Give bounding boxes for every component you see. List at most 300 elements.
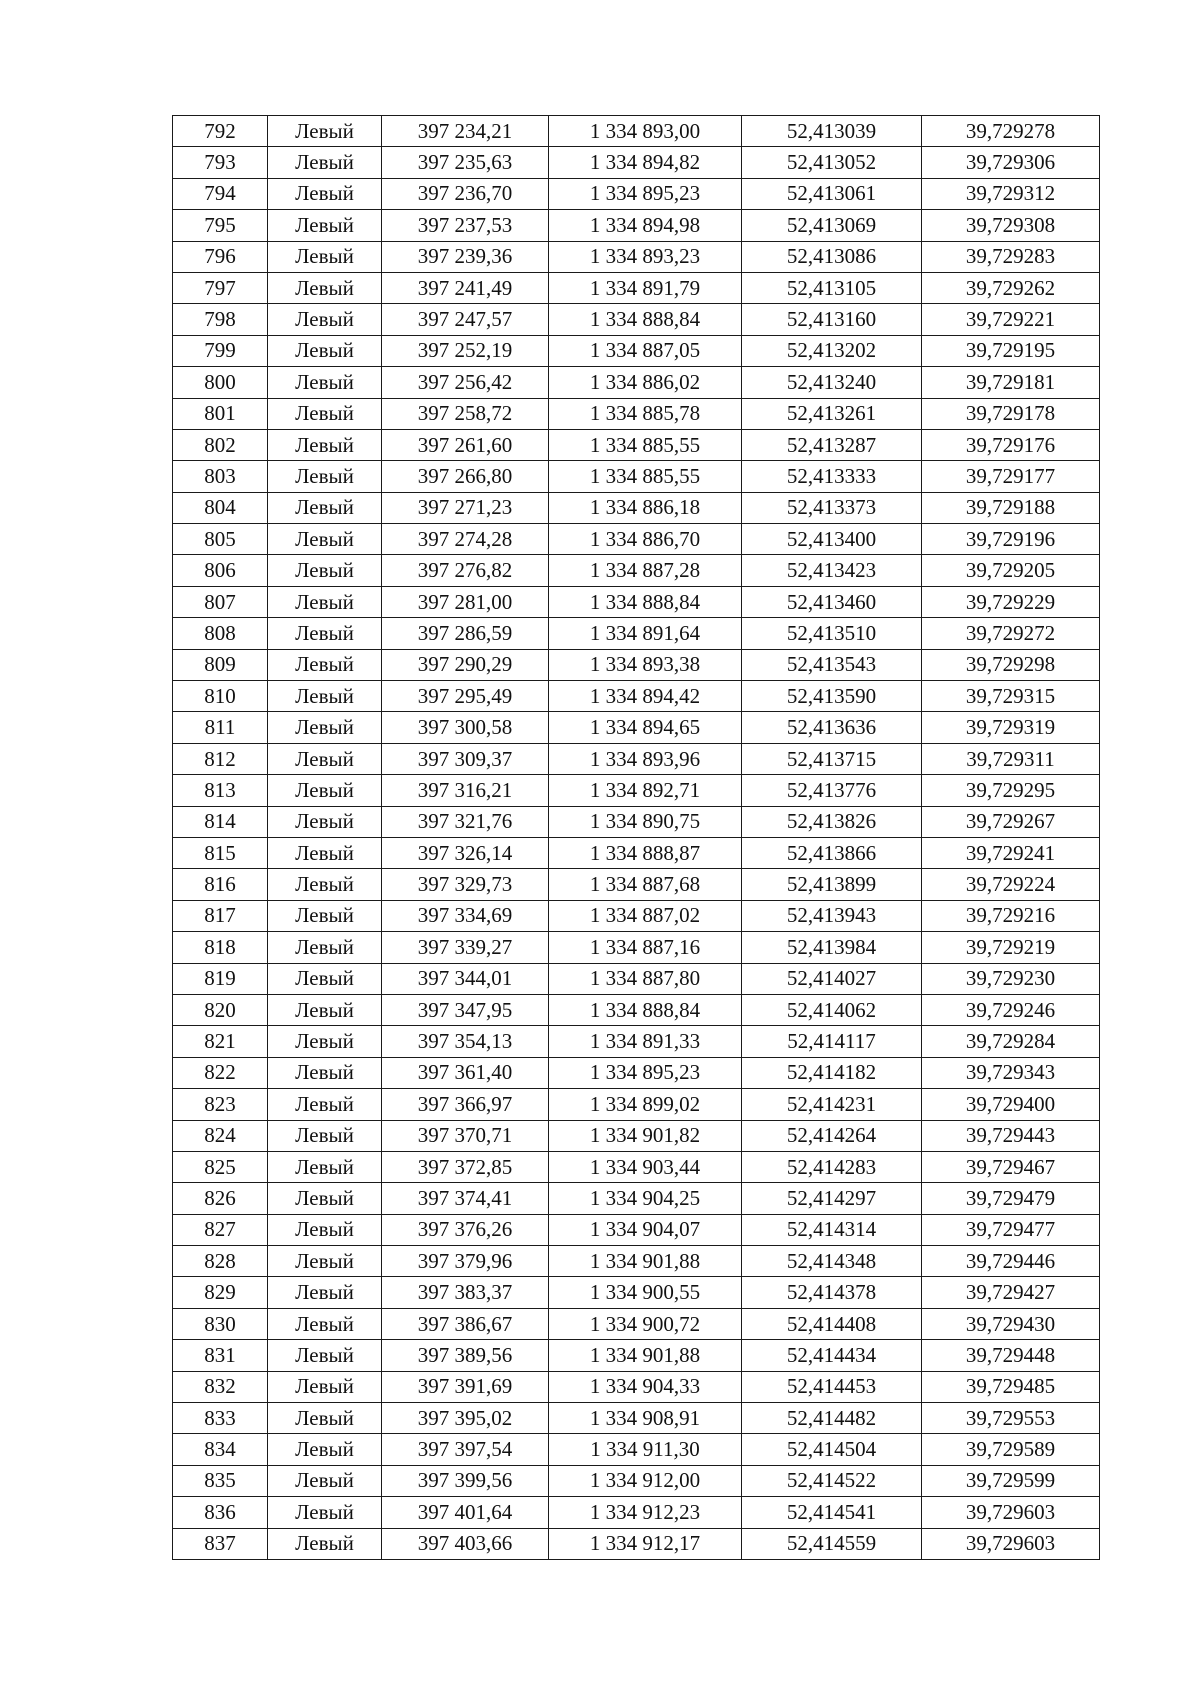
longitude-cell: 39,729246 [922, 994, 1100, 1025]
y-coordinate-cell: 1 334 887,68 [549, 869, 742, 900]
table-row [173, 1434, 1100, 1465]
point-number-cell: 816 [173, 869, 268, 900]
side-cell: Левый [268, 743, 382, 774]
y-coordinate-cell: 1 334 893,38 [549, 649, 742, 680]
side-cell: Левый [268, 1371, 382, 1402]
latitude-cell: 52,413400 [742, 524, 922, 555]
side-cell: Левый [268, 116, 382, 147]
table-row [173, 1465, 1100, 1496]
table-row [173, 712, 1100, 743]
table-row [173, 649, 1100, 680]
y-coordinate-cell: 1 334 886,02 [549, 367, 742, 398]
latitude-cell: 52,414453 [742, 1371, 922, 1402]
y-coordinate-cell: 1 334 903,44 [549, 1151, 742, 1182]
side-cell: Левый [268, 837, 382, 868]
table-row [173, 210, 1100, 241]
point-number-cell: 831 [173, 1340, 268, 1371]
side-cell: Левый [268, 1057, 382, 1088]
x-coordinate-cell: 397 334,69 [382, 900, 549, 931]
point-number-cell: 825 [173, 1151, 268, 1182]
longitude-cell: 39,729284 [922, 1026, 1100, 1057]
point-number-cell: 800 [173, 367, 268, 398]
point-number-cell: 834 [173, 1434, 268, 1465]
x-coordinate-cell: 397 395,02 [382, 1403, 549, 1434]
table-row [173, 869, 1100, 900]
x-coordinate-cell: 397 281,00 [382, 586, 549, 617]
side-cell: Левый [268, 210, 382, 241]
y-coordinate-cell: 1 334 912,00 [549, 1465, 742, 1496]
table-row [173, 586, 1100, 617]
latitude-cell: 52,414408 [742, 1308, 922, 1339]
x-coordinate-cell: 397 339,27 [382, 932, 549, 963]
side-cell: Левый [268, 335, 382, 366]
latitude-cell: 52,414182 [742, 1057, 922, 1088]
y-coordinate-cell: 1 334 900,72 [549, 1308, 742, 1339]
table-row [173, 335, 1100, 366]
table-row [173, 900, 1100, 931]
y-coordinate-cell: 1 334 893,23 [549, 241, 742, 272]
side-cell: Левый [268, 869, 382, 900]
longitude-cell: 39,729229 [922, 586, 1100, 617]
side-cell: Левый [268, 461, 382, 492]
longitude-cell: 39,729553 [922, 1403, 1100, 1434]
point-number-cell: 808 [173, 618, 268, 649]
y-coordinate-cell: 1 334 894,98 [549, 210, 742, 241]
y-coordinate-cell: 1 334 892,71 [549, 775, 742, 806]
side-cell: Левый [268, 1120, 382, 1151]
side-cell: Левый [268, 775, 382, 806]
side-cell: Левый [268, 492, 382, 523]
x-coordinate-cell: 397 276,82 [382, 555, 549, 586]
latitude-cell: 52,414027 [742, 963, 922, 994]
longitude-cell: 39,729315 [922, 681, 1100, 712]
x-coordinate-cell: 397 247,57 [382, 304, 549, 335]
point-number-cell: 828 [173, 1246, 268, 1277]
latitude-cell: 52,414062 [742, 994, 922, 1025]
point-number-cell: 810 [173, 681, 268, 712]
table-row [173, 806, 1100, 837]
latitude-cell: 52,413866 [742, 837, 922, 868]
table-row [173, 147, 1100, 178]
point-number-cell: 795 [173, 210, 268, 241]
side-cell: Левый [268, 932, 382, 963]
table-row [173, 1183, 1100, 1214]
longitude-cell: 39,729298 [922, 649, 1100, 680]
point-number-cell: 832 [173, 1371, 268, 1402]
table-row [173, 1340, 1100, 1371]
table-row [173, 1214, 1100, 1245]
latitude-cell: 52,414504 [742, 1434, 922, 1465]
latitude-cell: 52,413333 [742, 461, 922, 492]
x-coordinate-cell: 397 347,95 [382, 994, 549, 1025]
x-coordinate-cell: 397 286,59 [382, 618, 549, 649]
point-number-cell: 799 [173, 335, 268, 366]
x-coordinate-cell: 397 241,49 [382, 272, 549, 303]
longitude-cell: 39,729430 [922, 1308, 1100, 1339]
x-coordinate-cell: 397 354,13 [382, 1026, 549, 1057]
table-row [173, 681, 1100, 712]
point-number-cell: 827 [173, 1214, 268, 1245]
table-row [173, 492, 1100, 523]
side-cell: Левый [268, 712, 382, 743]
y-coordinate-cell: 1 334 911,30 [549, 1434, 742, 1465]
y-coordinate-cell: 1 334 887,28 [549, 555, 742, 586]
table-row [173, 241, 1100, 272]
y-coordinate-cell: 1 334 904,07 [549, 1214, 742, 1245]
table-body [173, 116, 1100, 1560]
table-row [173, 1026, 1100, 1057]
point-number-cell: 821 [173, 1026, 268, 1057]
longitude-cell: 39,729267 [922, 806, 1100, 837]
latitude-cell: 52,414522 [742, 1465, 922, 1496]
y-coordinate-cell: 1 334 891,64 [549, 618, 742, 649]
table-row [173, 837, 1100, 868]
x-coordinate-cell: 397 252,19 [382, 335, 549, 366]
longitude-cell: 39,729311 [922, 743, 1100, 774]
point-number-cell: 794 [173, 178, 268, 209]
x-coordinate-cell: 397 344,01 [382, 963, 549, 994]
side-cell: Левый [268, 963, 382, 994]
x-coordinate-cell: 397 258,72 [382, 398, 549, 429]
table-row [173, 1089, 1100, 1120]
point-number-cell: 826 [173, 1183, 268, 1214]
latitude-cell: 52,413826 [742, 806, 922, 837]
side-cell: Левый [268, 618, 382, 649]
longitude-cell: 39,729467 [922, 1151, 1100, 1182]
side-cell: Левый [268, 429, 382, 460]
longitude-cell: 39,729479 [922, 1183, 1100, 1214]
point-number-cell: 817 [173, 900, 268, 931]
longitude-cell: 39,729477 [922, 1214, 1100, 1245]
table-row [173, 1057, 1100, 1088]
x-coordinate-cell: 397 389,56 [382, 1340, 549, 1371]
x-coordinate-cell: 397 370,71 [382, 1120, 549, 1151]
y-coordinate-cell: 1 334 886,18 [549, 492, 742, 523]
longitude-cell: 39,729319 [922, 712, 1100, 743]
point-number-cell: 796 [173, 241, 268, 272]
x-coordinate-cell: 397 236,70 [382, 178, 549, 209]
point-number-cell: 797 [173, 272, 268, 303]
point-number-cell: 793 [173, 147, 268, 178]
side-cell: Левый [268, 1214, 382, 1245]
latitude-cell: 52,414117 [742, 1026, 922, 1057]
x-coordinate-cell: 397 237,53 [382, 210, 549, 241]
longitude-cell: 39,729196 [922, 524, 1100, 555]
table-row [173, 555, 1100, 586]
y-coordinate-cell: 1 334 891,33 [549, 1026, 742, 1057]
latitude-cell: 52,413776 [742, 775, 922, 806]
y-coordinate-cell: 1 334 888,84 [549, 304, 742, 335]
longitude-cell: 39,729188 [922, 492, 1100, 523]
point-number-cell: 836 [173, 1497, 268, 1528]
latitude-cell: 52,413061 [742, 178, 922, 209]
side-cell: Левый [268, 649, 382, 680]
point-number-cell: 812 [173, 743, 268, 774]
x-coordinate-cell: 397 397,54 [382, 1434, 549, 1465]
side-cell: Левый [268, 1528, 382, 1559]
side-cell: Левый [268, 1497, 382, 1528]
x-coordinate-cell: 397 256,42 [382, 367, 549, 398]
y-coordinate-cell: 1 334 901,88 [549, 1340, 742, 1371]
point-number-cell: 806 [173, 555, 268, 586]
table-row [173, 1403, 1100, 1434]
table-row [173, 743, 1100, 774]
y-coordinate-cell: 1 334 893,96 [549, 743, 742, 774]
x-coordinate-cell: 397 274,28 [382, 524, 549, 555]
point-number-cell: 805 [173, 524, 268, 555]
x-coordinate-cell: 397 399,56 [382, 1465, 549, 1496]
x-coordinate-cell: 397 329,73 [382, 869, 549, 900]
side-cell: Левый [268, 178, 382, 209]
x-coordinate-cell: 397 403,66 [382, 1528, 549, 1559]
table-row [173, 398, 1100, 429]
latitude-cell: 52,413715 [742, 743, 922, 774]
side-cell: Левый [268, 1183, 382, 1214]
latitude-cell: 52,413052 [742, 147, 922, 178]
side-cell: Левый [268, 1151, 382, 1182]
side-cell: Левый [268, 900, 382, 931]
point-number-cell: 809 [173, 649, 268, 680]
x-coordinate-cell: 397 290,29 [382, 649, 549, 680]
longitude-cell: 39,729400 [922, 1089, 1100, 1120]
point-number-cell: 815 [173, 837, 268, 868]
y-coordinate-cell: 1 334 912,23 [549, 1497, 742, 1528]
longitude-cell: 39,729306 [922, 147, 1100, 178]
latitude-cell: 52,414283 [742, 1151, 922, 1182]
x-coordinate-cell: 397 391,69 [382, 1371, 549, 1402]
side-cell: Левый [268, 555, 382, 586]
side-cell: Левый [268, 681, 382, 712]
y-coordinate-cell: 1 334 885,55 [549, 429, 742, 460]
latitude-cell: 52,413240 [742, 367, 922, 398]
x-coordinate-cell: 397 261,60 [382, 429, 549, 460]
latitude-cell: 52,414348 [742, 1246, 922, 1277]
table-row [173, 1371, 1100, 1402]
side-cell: Левый [268, 1089, 382, 1120]
point-number-cell: 813 [173, 775, 268, 806]
longitude-cell: 39,729224 [922, 869, 1100, 900]
y-coordinate-cell: 1 334 888,84 [549, 994, 742, 1025]
latitude-cell: 52,413287 [742, 429, 922, 460]
point-number-cell: 833 [173, 1403, 268, 1434]
y-coordinate-cell: 1 334 894,82 [549, 147, 742, 178]
latitude-cell: 52,414482 [742, 1403, 922, 1434]
latitude-cell: 52,413202 [742, 335, 922, 366]
latitude-cell: 52,413373 [742, 492, 922, 523]
side-cell: Левый [268, 147, 382, 178]
longitude-cell: 39,729446 [922, 1246, 1100, 1277]
side-cell: Левый [268, 272, 382, 303]
side-cell: Левый [268, 586, 382, 617]
point-number-cell: 822 [173, 1057, 268, 1088]
side-cell: Левый [268, 1340, 382, 1371]
latitude-cell: 52,413261 [742, 398, 922, 429]
point-number-cell: 835 [173, 1465, 268, 1496]
y-coordinate-cell: 1 334 885,55 [549, 461, 742, 492]
y-coordinate-cell: 1 334 888,87 [549, 837, 742, 868]
y-coordinate-cell: 1 334 887,80 [549, 963, 742, 994]
y-coordinate-cell: 1 334 904,33 [549, 1371, 742, 1402]
longitude-cell: 39,729181 [922, 367, 1100, 398]
y-coordinate-cell: 1 334 894,42 [549, 681, 742, 712]
table-row [173, 461, 1100, 492]
x-coordinate-cell: 397 386,67 [382, 1308, 549, 1339]
longitude-cell: 39,729272 [922, 618, 1100, 649]
longitude-cell: 39,729312 [922, 178, 1100, 209]
x-coordinate-cell: 397 300,58 [382, 712, 549, 743]
x-coordinate-cell: 397 316,21 [382, 775, 549, 806]
y-coordinate-cell: 1 334 894,65 [549, 712, 742, 743]
latitude-cell: 52,414314 [742, 1214, 922, 1245]
longitude-cell: 39,729485 [922, 1371, 1100, 1402]
side-cell: Левый [268, 1026, 382, 1057]
side-cell: Левый [268, 1277, 382, 1308]
latitude-cell: 52,414264 [742, 1120, 922, 1151]
point-number-cell: 807 [173, 586, 268, 617]
table-row [173, 429, 1100, 460]
longitude-cell: 39,729241 [922, 837, 1100, 868]
point-number-cell: 820 [173, 994, 268, 1025]
side-cell: Левый [268, 1434, 382, 1465]
latitude-cell: 52,413636 [742, 712, 922, 743]
table-row [173, 367, 1100, 398]
point-number-cell: 830 [173, 1308, 268, 1339]
latitude-cell: 52,413423 [742, 555, 922, 586]
side-cell: Левый [268, 994, 382, 1025]
latitude-cell: 52,414434 [742, 1340, 922, 1371]
longitude-cell: 39,729205 [922, 555, 1100, 586]
x-coordinate-cell: 397 372,85 [382, 1151, 549, 1182]
latitude-cell: 52,414559 [742, 1528, 922, 1559]
x-coordinate-cell: 397 266,80 [382, 461, 549, 492]
x-coordinate-cell: 397 374,41 [382, 1183, 549, 1214]
latitude-cell: 52,413105 [742, 272, 922, 303]
side-cell: Левый [268, 1403, 382, 1434]
latitude-cell: 52,414297 [742, 1183, 922, 1214]
longitude-cell: 39,729221 [922, 304, 1100, 335]
x-coordinate-cell: 397 366,97 [382, 1089, 549, 1120]
y-coordinate-cell: 1 334 890,75 [549, 806, 742, 837]
table-row [173, 116, 1100, 147]
x-coordinate-cell: 397 379,96 [382, 1246, 549, 1277]
point-number-cell: 798 [173, 304, 268, 335]
latitude-cell: 52,413460 [742, 586, 922, 617]
y-coordinate-cell: 1 334 908,91 [549, 1403, 742, 1434]
y-coordinate-cell: 1 334 891,79 [549, 272, 742, 303]
latitude-cell: 52,413943 [742, 900, 922, 931]
side-cell: Левый [268, 1308, 382, 1339]
longitude-cell: 39,729230 [922, 963, 1100, 994]
y-coordinate-cell: 1 334 895,23 [549, 1057, 742, 1088]
point-number-cell: 801 [173, 398, 268, 429]
side-cell: Левый [268, 524, 382, 555]
side-cell: Левый [268, 806, 382, 837]
x-coordinate-cell: 397 321,76 [382, 806, 549, 837]
latitude-cell: 52,413899 [742, 869, 922, 900]
x-coordinate-cell: 397 234,21 [382, 116, 549, 147]
table-row [173, 1120, 1100, 1151]
side-cell: Левый [268, 241, 382, 272]
side-cell: Левый [268, 1465, 382, 1496]
coordinates-table [172, 115, 1100, 1560]
point-number-cell: 819 [173, 963, 268, 994]
table-row [173, 304, 1100, 335]
table-row [173, 1528, 1100, 1559]
latitude-cell: 52,413590 [742, 681, 922, 712]
x-coordinate-cell: 397 271,23 [382, 492, 549, 523]
longitude-cell: 39,729216 [922, 900, 1100, 931]
table-row [173, 932, 1100, 963]
longitude-cell: 39,729262 [922, 272, 1100, 303]
side-cell: Левый [268, 398, 382, 429]
y-coordinate-cell: 1 334 901,82 [549, 1120, 742, 1151]
x-coordinate-cell: 397 309,37 [382, 743, 549, 774]
point-number-cell: 823 [173, 1089, 268, 1120]
point-number-cell: 811 [173, 712, 268, 743]
table-row [173, 775, 1100, 806]
latitude-cell: 52,414541 [742, 1497, 922, 1528]
point-number-cell: 824 [173, 1120, 268, 1151]
longitude-cell: 39,729283 [922, 241, 1100, 272]
longitude-cell: 39,729599 [922, 1465, 1100, 1496]
y-coordinate-cell: 1 334 893,00 [549, 116, 742, 147]
longitude-cell: 39,729176 [922, 429, 1100, 460]
x-coordinate-cell: 397 326,14 [382, 837, 549, 868]
point-number-cell: 792 [173, 116, 268, 147]
point-number-cell: 818 [173, 932, 268, 963]
y-coordinate-cell: 1 334 885,78 [549, 398, 742, 429]
point-number-cell: 829 [173, 1277, 268, 1308]
longitude-cell: 39,729427 [922, 1277, 1100, 1308]
longitude-cell: 39,729195 [922, 335, 1100, 366]
longitude-cell: 39,729603 [922, 1528, 1100, 1559]
x-coordinate-cell: 397 235,63 [382, 147, 549, 178]
x-coordinate-cell: 397 383,37 [382, 1277, 549, 1308]
latitude-cell: 52,413510 [742, 618, 922, 649]
point-number-cell: 837 [173, 1528, 268, 1559]
table-row [173, 618, 1100, 649]
latitude-cell: 52,414378 [742, 1277, 922, 1308]
longitude-cell: 39,729308 [922, 210, 1100, 241]
x-coordinate-cell: 397 295,49 [382, 681, 549, 712]
table-row [173, 178, 1100, 209]
longitude-cell: 39,729343 [922, 1057, 1100, 1088]
latitude-cell: 52,413069 [742, 210, 922, 241]
x-coordinate-cell: 397 361,40 [382, 1057, 549, 1088]
latitude-cell: 52,413039 [742, 116, 922, 147]
table-row [173, 524, 1100, 555]
table-row [173, 272, 1100, 303]
table-row [173, 1246, 1100, 1277]
y-coordinate-cell: 1 334 904,25 [549, 1183, 742, 1214]
x-coordinate-cell: 397 376,26 [382, 1214, 549, 1245]
y-coordinate-cell: 1 334 900,55 [549, 1277, 742, 1308]
point-number-cell: 814 [173, 806, 268, 837]
point-number-cell: 802 [173, 429, 268, 460]
y-coordinate-cell: 1 334 887,16 [549, 932, 742, 963]
y-coordinate-cell: 1 334 895,23 [549, 178, 742, 209]
latitude-cell: 52,413086 [742, 241, 922, 272]
longitude-cell: 39,729448 [922, 1340, 1100, 1371]
table-row [173, 994, 1100, 1025]
y-coordinate-cell: 1 334 886,70 [549, 524, 742, 555]
x-coordinate-cell: 397 239,36 [382, 241, 549, 272]
longitude-cell: 39,729295 [922, 775, 1100, 806]
latitude-cell: 52,413984 [742, 932, 922, 963]
table-row [173, 1151, 1100, 1182]
latitude-cell: 52,414231 [742, 1089, 922, 1120]
table-row [173, 1497, 1100, 1528]
